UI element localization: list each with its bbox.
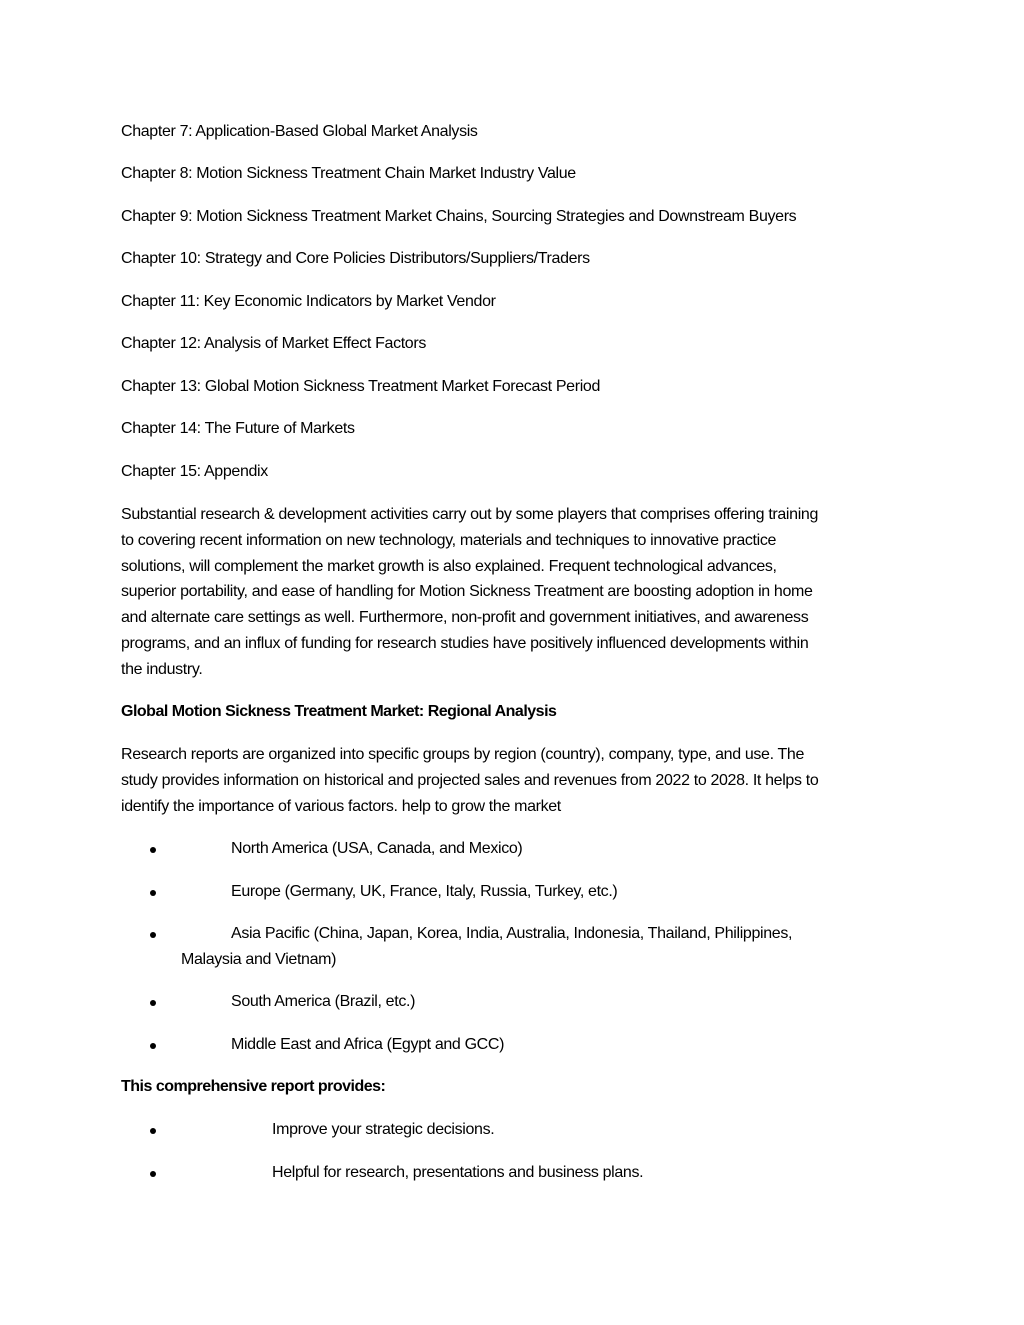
- region-label: Middle East and Africa (Egypt and GCC): [231, 1036, 505, 1053]
- chapter-item: Chapter 11: Key Economic Indicators by Market Vendor: [121, 293, 496, 310]
- report-heading: This comprehensive report provides:: [121, 1078, 386, 1095]
- chapter-item: Chapter 14: The Future of Markets: [121, 420, 355, 437]
- paragraph-line: solutions, will complement the market growth is also explained. Frequent technological advances,: [121, 557, 777, 575]
- region-label: South America (Brazil, etc.): [231, 993, 416, 1010]
- region-label: Europe (Germany, UK, France, Italy, Russia, Turkey, etc.): [231, 883, 618, 900]
- report-item-label: Improve your strategic decisions.: [272, 1121, 495, 1138]
- chapter-item: Chapter 8: Motion Sickness Treatment Chain Market Industry Value: [121, 165, 576, 182]
- rd-paragraph: [121, 502, 921, 683]
- regional-intro: [121, 742, 921, 819]
- paragraph-line: identify the importance of various factors. help to grow the market: [121, 797, 561, 815]
- region-label: North America (USA, Canada, and Mexico): [231, 840, 523, 857]
- bullet-icon: [150, 890, 156, 896]
- region-label-continued: Malaysia and Vietnam): [181, 951, 337, 968]
- chapter-item: Chapter 15: Appendix: [121, 463, 268, 480]
- paragraph-line: programs, and an influx of funding for research studies have positively influenced developments within: [121, 634, 809, 652]
- bullet-icon: [150, 932, 156, 938]
- paragraph-line: superior portability, and ease of handling for Motion Sickness Treatment are boosting adoption in home: [121, 583, 813, 601]
- bullet-icon: [150, 1128, 156, 1134]
- chapter-item: Chapter 12: Analysis of Market Effect Factors: [121, 335, 426, 352]
- chapter-item: Chapter 10: Strategy and Core Policies Distributors/Suppliers/Traders: [121, 250, 590, 267]
- paragraph-line: the industry.: [121, 660, 203, 678]
- report-item-label: Helpful for research, presentations and business plans.: [272, 1164, 644, 1181]
- bullet-icon: [150, 1043, 156, 1049]
- chapter-item: Chapter 9: Motion Sickness Treatment Market Chains, Sourcing Strategies and Downstream Buyers: [121, 208, 797, 225]
- chapter-item: Chapter 13: Global Motion Sickness Treatment Market Forecast Period: [121, 378, 600, 395]
- paragraph-line: study provides information on historical and projected sales and revenues from 2022 to 2028. It helps to: [121, 771, 819, 789]
- paragraph-line: Substantial research & development activities carry out by some players that comprises offering training: [121, 506, 818, 523]
- bullet-icon: [150, 1000, 156, 1006]
- bullet-icon: [150, 847, 156, 853]
- chapter-item: Chapter 7: Application-Based Global Market Analysis: [121, 123, 478, 140]
- bullet-icon: [150, 1171, 156, 1177]
- paragraph-line: to covering recent information on new technology, materials and techniques to innovative practice: [121, 531, 777, 549]
- regional-heading: Global Motion Sickness Treatment Market: Regional Analysis: [121, 703, 557, 720]
- paragraph-line: and alternate care settings as well. Furthermore, non-profit and government initiatives, and awareness: [121, 609, 809, 627]
- region-label: Asia Pacific (China, Japan, Korea, India, Australia, Indonesia, Thailand, Philippines,: [231, 925, 793, 942]
- paragraph-line: Research reports are organized into specific groups by region (country), company, type, and use. The: [121, 746, 805, 763]
